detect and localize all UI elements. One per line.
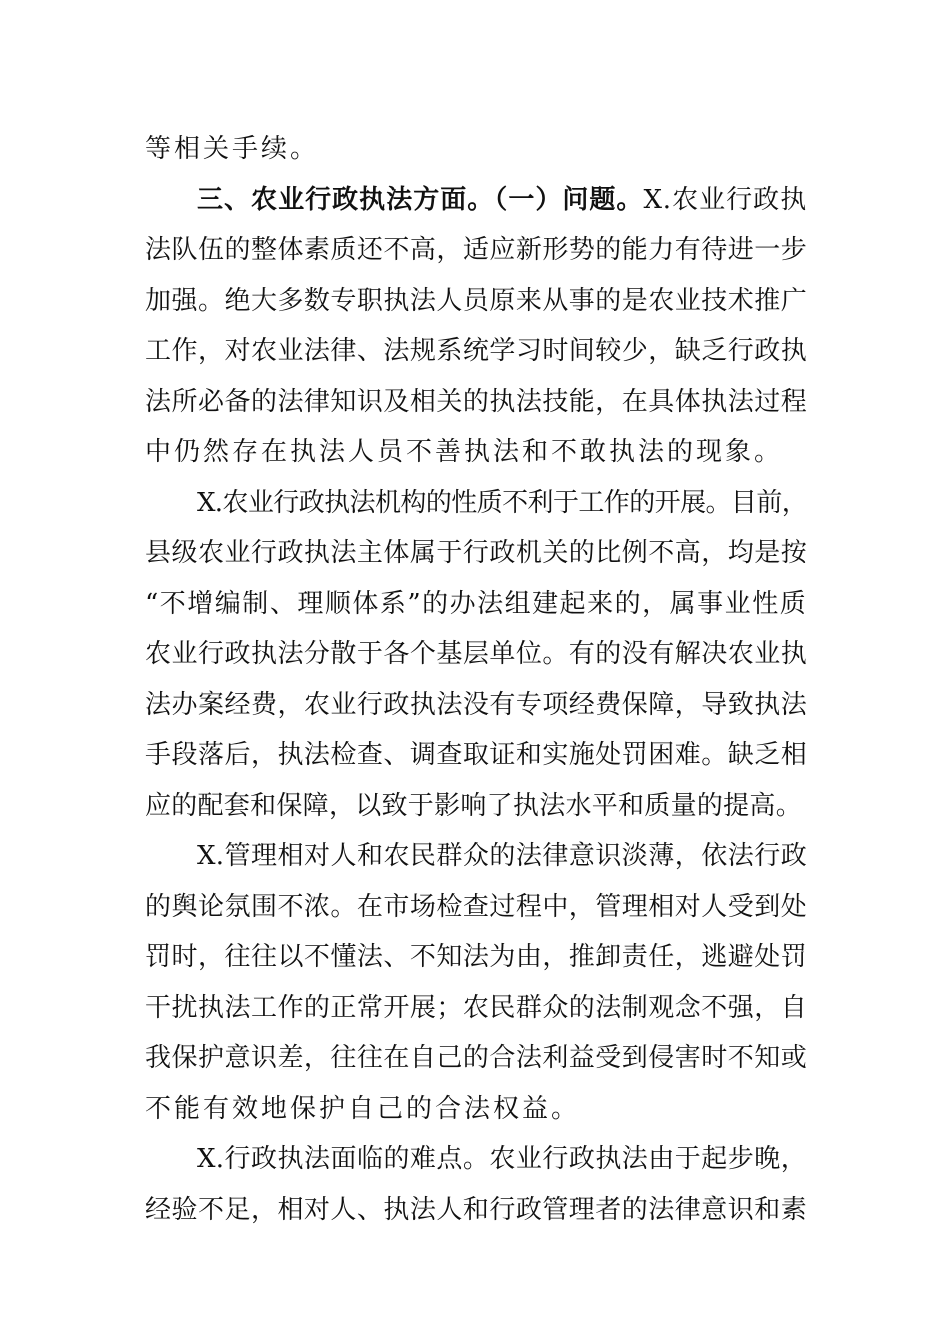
- text-segment: 中仍然存在执法人员不善执法和不敢执法的现象。: [145, 437, 784, 467]
- section-heading: 三、农业行政执法方面。（一）问题。: [197, 184, 644, 215]
- paragraph-first-line: [145, 1134, 807, 1185]
- text-segment: 法办案经费，农业行政执法没有专项经费保障，导致执法: [145, 689, 807, 720]
- section-heading-line: [145, 175, 807, 226]
- text-line: [145, 1084, 807, 1135]
- text-line: [145, 730, 807, 781]
- text-line: [145, 579, 807, 630]
- text-segment: “不增编制、理顺体系”的办法组建起来的，属事业性质: [145, 588, 807, 619]
- text-line: [145, 124, 807, 175]
- text-line: [145, 276, 807, 327]
- body-text: [145, 124, 807, 1235]
- text-line: [145, 629, 807, 680]
- text-segment: 手段落后，执法检查、调查取证和实施处罚困难。缺乏相: [145, 740, 807, 770]
- text-segment: 不能有效地保护自己的合法权益。: [145, 1093, 581, 1124]
- text-line: [145, 882, 807, 933]
- text-segment: X.行政执法面临的难点。农业行政执法由于起步晚，: [197, 1144, 807, 1174]
- paragraph-first-line: [145, 831, 807, 882]
- text-segment: 应的配套和保障，以致于影响了执法水平和质量的提高。: [145, 790, 802, 821]
- text-segment: X.管理相对人和农民群众的法律意识淡薄，依法行政: [197, 841, 807, 871]
- paragraph-first-line: [145, 478, 807, 529]
- text-segment: X.农业行政执: [643, 184, 807, 215]
- text-segment: 经验不足，相对人、执法人和行政管理者的法律意识和素: [145, 1194, 807, 1225]
- text-line: [145, 983, 807, 1034]
- text-segment: 的舆论氛围不浓。在市场检查过程中，管理相对人受到处: [145, 891, 807, 922]
- text-line: [145, 326, 807, 377]
- text-segment: 干扰执法工作的正常开展；农民群众的法制观念不强，自: [145, 992, 807, 1023]
- text-line: [145, 377, 807, 428]
- text-line: [145, 1185, 807, 1236]
- text-line: [145, 427, 807, 478]
- text-segment: 加强。绝大多数专职执法人员原来从事的是农业技术推广: [145, 285, 807, 316]
- text-line: [145, 680, 807, 731]
- text-line: [145, 528, 807, 579]
- text-segment: X.农业行政执法机构的性质不利于工作的开展。目前，: [197, 487, 807, 518]
- text-segment: 县级农业行政执法主体属于行政机关的比例不高，均是按: [145, 538, 807, 568]
- text-segment: 等相关手续。: [145, 134, 320, 164]
- text-segment: 法队伍的整体素质还不高，适应新形势的能力有待进一步: [145, 235, 807, 265]
- text-line: [145, 1033, 807, 1084]
- text-segment: 农业行政执法分散于各个基层单位。有的没有解决农业执: [145, 639, 807, 669]
- text-segment: 我保护意识差，往往在自己的合法利益受到侵害时不知或: [145, 1043, 807, 1073]
- text-segment: 工作，对农业法律、法规系统学习时间较少，缺乏行政执: [145, 336, 807, 366]
- text-segment: 法所必备的法律知识及相关的执法技能，在具体执法过程: [145, 386, 807, 417]
- text-segment: 罚时，往往以不懂法、不知法为由，推卸责任，逃避处罚: [145, 942, 807, 972]
- text-line: [145, 781, 807, 832]
- text-line: [145, 932, 807, 983]
- text-line: [145, 225, 807, 276]
